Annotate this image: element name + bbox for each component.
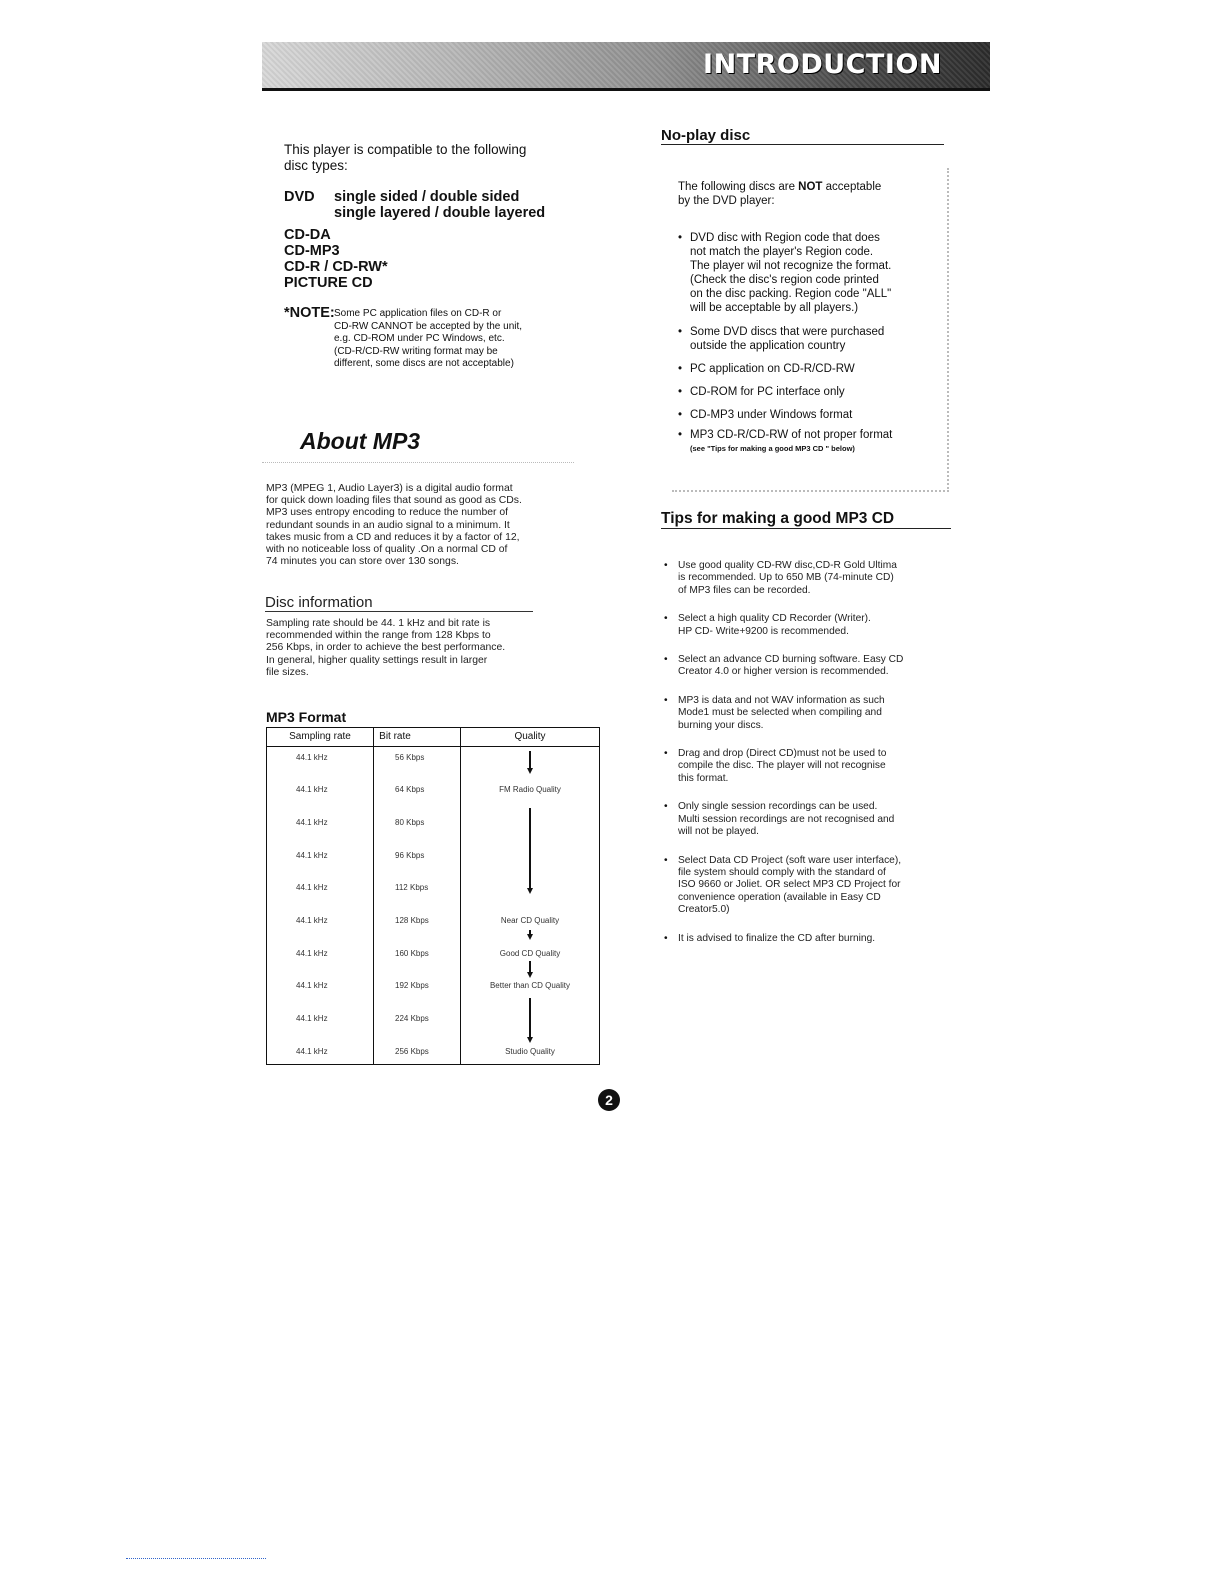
note-line: e.g. CD-ROM under PC Windows, etc. xyxy=(334,333,505,345)
tip-line: burning your discs. xyxy=(678,719,764,731)
table-cell-quality: Studio Quality xyxy=(505,1047,555,1056)
quality-arrow-head xyxy=(527,768,533,774)
table-cell-bitrate: 96 Kbps xyxy=(395,851,425,860)
header-banner xyxy=(262,42,990,91)
footer-divider xyxy=(126,1558,266,1559)
list-item: • CD-MP3 under Windows format xyxy=(678,409,853,421)
list-item: • MP3 is data and not WAV information as such Mode1 must be selected when compiling and burning your discs. xyxy=(664,694,885,731)
table-cell-bitrate: 256 Kbps xyxy=(395,1047,429,1056)
tip-line: file system should comply with the standard of xyxy=(678,866,886,878)
table-cell-rate: 44.1 kHz xyxy=(296,851,328,860)
tips-title: Tips for making a good MP3 CD xyxy=(661,510,951,529)
about-line: MP3 uses entropy encoding to reduce the number of xyxy=(266,507,509,519)
table-header: Sampling rate xyxy=(289,731,351,742)
tip-line: Creator5.0) xyxy=(678,904,730,916)
compat-note xyxy=(284,305,522,371)
disc-info-line: Sampling rate should be 44. 1 kHz and bit rate is xyxy=(266,618,491,629)
note-line: different, some discs are not acceptable) xyxy=(334,358,514,370)
disc-type-desc: single sided / double sided xyxy=(334,189,520,205)
quality-arrow xyxy=(529,998,531,1038)
list-item-line: MP3 CD-R/CD-RW of not proper format xyxy=(690,429,893,441)
table-cell-rate: 44.1 kHz xyxy=(296,753,328,762)
list-item-line: CD-MP3 under Windows format xyxy=(690,409,853,421)
note-label: *NOTE: xyxy=(284,305,335,321)
list-item-line: outside the application country xyxy=(690,340,846,352)
disc-type-desc: single layered / double layered xyxy=(334,205,546,221)
table-cell-quality: Good CD Quality xyxy=(499,949,561,958)
no-play-small-note: (see "Tips for making a good MP3 CD " below) xyxy=(690,444,855,453)
list-item: • PC application on CD-R/CD-RW xyxy=(678,363,855,375)
disc-info-line: file sizes. xyxy=(266,666,309,678)
list-item-line: (Check the disc's region code printed xyxy=(690,274,879,286)
no-play-title: No-play disc xyxy=(661,127,944,145)
tip-line: compile the disc. The player will not recognise xyxy=(678,760,886,772)
tip-line: HP CD- Write+9200 is recommended. xyxy=(678,625,849,637)
about-line: redundant sounds in an audio signal to a minimum. It xyxy=(266,519,510,531)
no-play-intro xyxy=(678,180,881,208)
quality-arrow-head xyxy=(527,1037,533,1043)
disc-info-title: Disc information xyxy=(265,594,533,612)
list-item: • Only single session recordings can be used. Multi session recordings are not recognised and will not be played. xyxy=(664,801,895,838)
disc-info-body xyxy=(266,618,505,679)
list-item-line: will be acceptable by all players.) xyxy=(690,302,859,314)
table-header: Quality xyxy=(514,731,546,742)
disc-types-list xyxy=(284,189,545,291)
table-cell-rate: 44.1 kHz xyxy=(296,818,328,827)
mp3-format-table xyxy=(266,727,600,1065)
note-line: (CD-R/CD-RW writing format may be xyxy=(334,345,498,357)
table-cell-quality: Better than CD Quality xyxy=(489,981,571,990)
list-item-line: DVD disc with Region code that does xyxy=(690,232,880,244)
list-item: • DVD disc with Region code that does not match the player's Region code. The player wil not recognize the format. (Check the disc's region code printed on the disc packing. Region code "ALL" will be acceptable by all players.) xyxy=(678,232,892,314)
tip-line: Select Data CD Project (soft ware user interface), xyxy=(678,854,902,866)
compat-intro-line: disc types: xyxy=(284,158,348,173)
quality-arrow xyxy=(529,751,531,768)
about-line: takes music from a CD and reduces it by a factor of 12, xyxy=(266,531,520,543)
tip-line: Use good quality CD-RW disc,CD-R Gold Ultima xyxy=(678,560,897,571)
table-header: Bit rate xyxy=(379,731,411,742)
no-play-list xyxy=(678,231,940,456)
table-cell-rate: 44.1 kHz xyxy=(296,981,328,990)
table-cell-rate: 44.1 kHz xyxy=(296,1014,328,1023)
quality-arrow-head xyxy=(527,934,533,940)
tips-list xyxy=(664,560,954,945)
table-cell-rate: 44.1 kHz xyxy=(296,1047,328,1056)
list-item-line: The player wil not recognize the format. xyxy=(690,260,892,272)
tip-line: Multi session recordings are not recognised and xyxy=(678,813,895,825)
compat-intro xyxy=(284,142,526,174)
quality-arrow-head xyxy=(527,972,533,978)
list-item: • CD-ROM for PC interface only xyxy=(678,386,845,398)
table-cell-bitrate: 112 Kbps xyxy=(395,883,429,892)
table-cell-bitrate: 128 Kbps xyxy=(395,916,429,925)
page-number: 2 xyxy=(598,1089,620,1111)
list-item-line: CD-ROM for PC interface only xyxy=(690,386,845,398)
table-cell-bitrate: 80 Kbps xyxy=(395,818,425,827)
tip-line: Creator 4.0 or higher version is recommended. xyxy=(678,666,889,678)
disc-type-dvd-2 xyxy=(284,205,545,221)
disc-info-line: 256 Kbps, in order to achieve the best performance. xyxy=(266,642,506,654)
list-item-line: PC application on CD-R/CD-RW xyxy=(690,363,855,375)
disc-type: CD-R / CD-RW* xyxy=(284,259,388,275)
tip-line: Only single session recordings can be used. xyxy=(678,801,878,813)
disc-type-dvd xyxy=(284,189,545,205)
list-item: • It is advised to finalize the CD after burning. xyxy=(664,932,876,944)
list-item: • Select a high quality CD Recorder (Writer). HP CD- Write+9200 is recommended. xyxy=(664,613,871,637)
list-item: • Some DVD discs that were purchased outside the application country xyxy=(678,326,885,352)
table-cell-bitrate: 224 Kbps xyxy=(395,1014,429,1023)
list-item: • Use good quality CD-RW disc,CD-R Gold Ultima is recommended. Up to 650 MB (74-minute CD) of MP3 files can be recorded. xyxy=(664,560,897,596)
tip-line: of MP3 files can be recorded. xyxy=(678,584,811,596)
about-divider xyxy=(262,462,574,463)
no-play-intro-line: by the DVD player: xyxy=(678,195,775,207)
table-cell-quality: Near CD Quality xyxy=(500,916,560,925)
about-mp3-title: About MP3 xyxy=(300,428,421,454)
disc-type: CD-MP3 xyxy=(284,243,340,259)
list-item: • MP3 CD-R/CD-RW of not proper format (see "Tips for making a good MP3 CD " below) xyxy=(678,428,940,456)
list-item: • Select Data CD Project (soft ware user interface), file system should comply with the standard of ISO 9660 or Joliet. OR select MP3 CD Project for convenience operation (available in Easy CD Creator5.0) xyxy=(664,854,902,916)
disc-info-line: In general, higher quality settings result in larger xyxy=(266,654,488,666)
mp3-format-title: MP3 Format xyxy=(266,709,347,725)
compat-intro-line: This player is compatible to the following xyxy=(284,142,527,157)
tip-line: will not be played. xyxy=(678,826,759,838)
tip-line: It is advised to finalize the CD after burning. xyxy=(678,932,876,944)
tip-line: convenience operation (available in Easy CD xyxy=(678,891,881,903)
disc-info-line: recommended within the range from 128 Kbps to xyxy=(266,630,491,642)
tip-line: Select an advance CD burning software. Easy CD xyxy=(678,654,904,666)
tip-line: Drag and drop (Direct CD)must not be used to xyxy=(678,748,887,760)
tip-line: Select a high quality CD Recorder (Writer). xyxy=(678,613,871,625)
disc-type-label: DVD xyxy=(284,189,315,205)
table-cell-rate: 44.1 kHz xyxy=(296,916,328,925)
page-title: INTRODUCTION xyxy=(703,49,942,80)
about-line: MP3 (MPEG 1, Audio Layer3) is a digital audio format xyxy=(266,483,513,494)
note-line: Some PC application files on CD-R or xyxy=(334,308,502,319)
no-play-not: NOT xyxy=(798,181,823,193)
table-cell-bitrate: 192 Kbps xyxy=(395,981,429,990)
tip-line: this format. xyxy=(678,772,729,784)
tip-line: is recommended. Up to 650 MB (74-minute CD) xyxy=(678,572,894,584)
tip-line: ISO 9660 or Joliet. OR select MP3 CD Project for xyxy=(678,879,901,891)
table-cell-quality: FM Radio Quality xyxy=(499,785,561,794)
about-line: 74 minutes you can store over 130 songs. xyxy=(266,556,459,568)
list-item-line: not match the player's Region code. xyxy=(690,246,874,258)
tip-line: Mode1 must be selected when compiling and xyxy=(678,707,882,719)
list-item-line: on the disc packing. Region code "ALL" xyxy=(690,288,892,300)
table-cell-rate: 44.1 kHz xyxy=(296,785,328,794)
table-cell-bitrate: 56 Kbps xyxy=(395,753,425,762)
disc-type: CD-DA xyxy=(284,227,331,243)
list-item: • Select an advance CD burning software. Easy CD Creator 4.0 or higher version is recommended. xyxy=(664,654,904,678)
table-cell-bitrate: 160 Kbps xyxy=(395,949,429,958)
list-item-line: Some DVD discs that were purchased xyxy=(690,326,885,338)
no-play-intro-text: acceptable xyxy=(822,181,882,193)
disc-type: PICTURE CD xyxy=(284,275,373,291)
list-item: • Drag and drop (Direct CD)must not be used to compile the disc. The player will not recognise this format. xyxy=(664,748,887,784)
note-line: CD-RW CANNOT be accepted by the unit, xyxy=(334,320,523,332)
about-mp3-body xyxy=(266,483,522,568)
tip-line: MP3 is data and not WAV information as such xyxy=(678,694,885,706)
quality-arrow-head xyxy=(527,888,533,894)
table-cell-bitrate: 64 Kbps xyxy=(395,785,425,794)
no-play-intro-text: The following discs are xyxy=(678,181,799,193)
table-cell-rate: 44.1 kHz xyxy=(296,949,328,958)
quality-arrow xyxy=(529,808,531,888)
table-cell-rate: 44.1 kHz xyxy=(296,883,328,892)
about-line: for quick down loading files that sound as good as CDs. xyxy=(266,495,522,507)
about-line: with no noticeable loss of quality .On a normal CD of xyxy=(266,544,508,556)
